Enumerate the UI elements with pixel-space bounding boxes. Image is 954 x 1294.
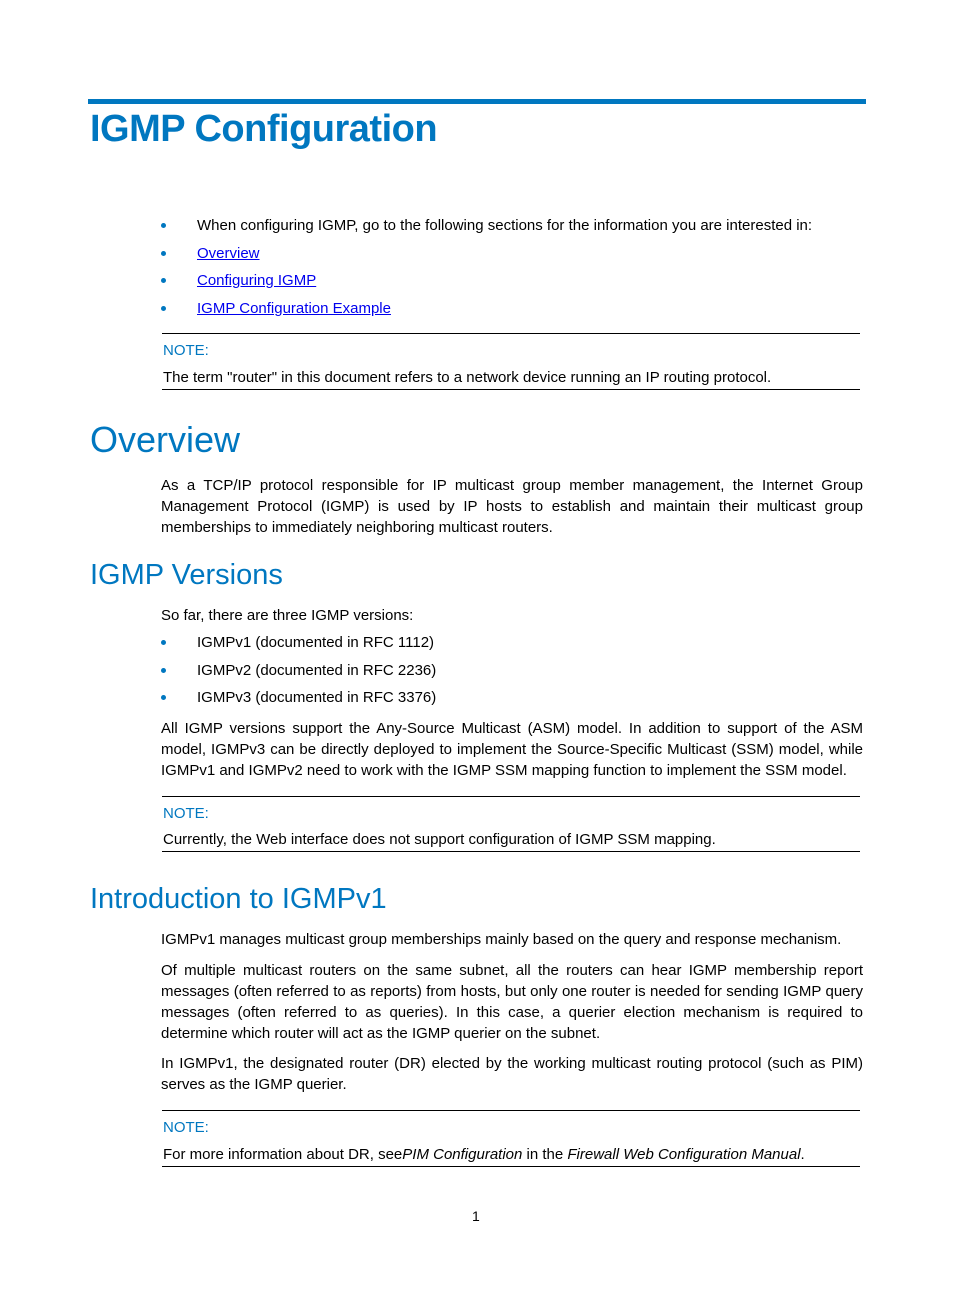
bullet-icon <box>161 695 166 700</box>
bullet-icon <box>161 306 166 311</box>
section-heading-igmp-versions: IGMP Versions <box>90 559 283 591</box>
note-text-part: in the <box>522 1146 568 1163</box>
reference-pim-configuration: PIM Configuration <box>402 1146 523 1163</box>
section-heading-introduction-igmpv1: Introduction to IGMPv1 <box>90 883 387 915</box>
note-text: Currently, the Web interface does not support configuration of IGMP SSM mapping. <box>163 831 716 848</box>
bullet-icon <box>161 223 166 228</box>
note-box <box>162 333 860 390</box>
note-label: NOTE: <box>163 1119 209 1136</box>
reference-manual-title: Firewall Web Configuration Manual <box>567 1146 801 1163</box>
section-heading-overview: Overview <box>90 419 241 460</box>
bullet-icon <box>161 278 166 283</box>
note-text <box>163 1146 805 1163</box>
note-label: NOTE: <box>163 342 209 359</box>
igmpv1-paragraph-3: In IGMPv1, the designated router (DR) elected by the working multicast routing protocol (such as PIM) serves as the IGMP querier. <box>161 1055 863 1093</box>
page-title: IGMP Configuration <box>90 108 438 150</box>
link-configuring-igmp[interactable]: Configuring IGMP <box>197 272 317 289</box>
version-item: IGMPv3 (documented in RFC 3376) <box>197 689 437 706</box>
bullet-icon <box>161 251 166 256</box>
link-igmp-configuration-example[interactable]: IGMP Configuration Example <box>197 300 391 317</box>
page-number: 1 <box>472 1208 480 1224</box>
note-box <box>162 796 860 852</box>
note-text-part: For more information about DR, see <box>163 1146 403 1163</box>
overview-paragraph: As a TCP/IP protocol responsible for IP multicast group member management, the Internet Group Management Protocol (IGMP) is used by IP hosts to establish and maintain their multicast group memberships to immediately neighboring multicast routers. <box>161 477 863 536</box>
link-overview[interactable]: Overview <box>197 245 260 262</box>
igmpv1-paragraph-1: IGMPv1 manages multicast group memberships mainly based on the query and response mechanism. <box>161 931 842 948</box>
title-rule <box>88 99 866 104</box>
intro-text: When configuring IGMP, go to the following sections for the information you are interested in: <box>197 217 813 234</box>
note-text: The term "router" in this document refers to a network device running an IP routing protocol. <box>163 369 772 386</box>
igmpv1-paragraph-2: Of multiple multicast routers on the same subnet, all the routers can hear IGMP membership report messages (often referred to as reports) from hosts, but only one router is needed for sending IGMP query messages (often referred to as queries). In this case, a querier election mechanism is required to determine which router will act as the IGMP querier on the subnet. <box>161 962 863 1042</box>
note-box <box>162 1110 860 1167</box>
bullet-icon <box>161 668 166 673</box>
bullet-icon <box>161 640 166 645</box>
version-item: IGMPv1 (documented in RFC 1112) <box>197 634 435 651</box>
versions-paragraph: All IGMP versions support the Any-Source Multicast (ASM) model. In addition to support of the ASM model, IGMPv3 can be directly deployed to implement the Source-Specific Multicast (SSM) model, while IGMPv1 and IGMPv2 need to work with the IGMP SSM mapping function to implement the SSM model. <box>161 720 863 779</box>
note-label: NOTE: <box>163 805 209 822</box>
version-item: IGMPv2 (documented in RFC 2236) <box>197 662 437 679</box>
note-text-part: . <box>800 1146 805 1163</box>
versions-lead: So far, there are three IGMP versions: <box>161 607 414 624</box>
